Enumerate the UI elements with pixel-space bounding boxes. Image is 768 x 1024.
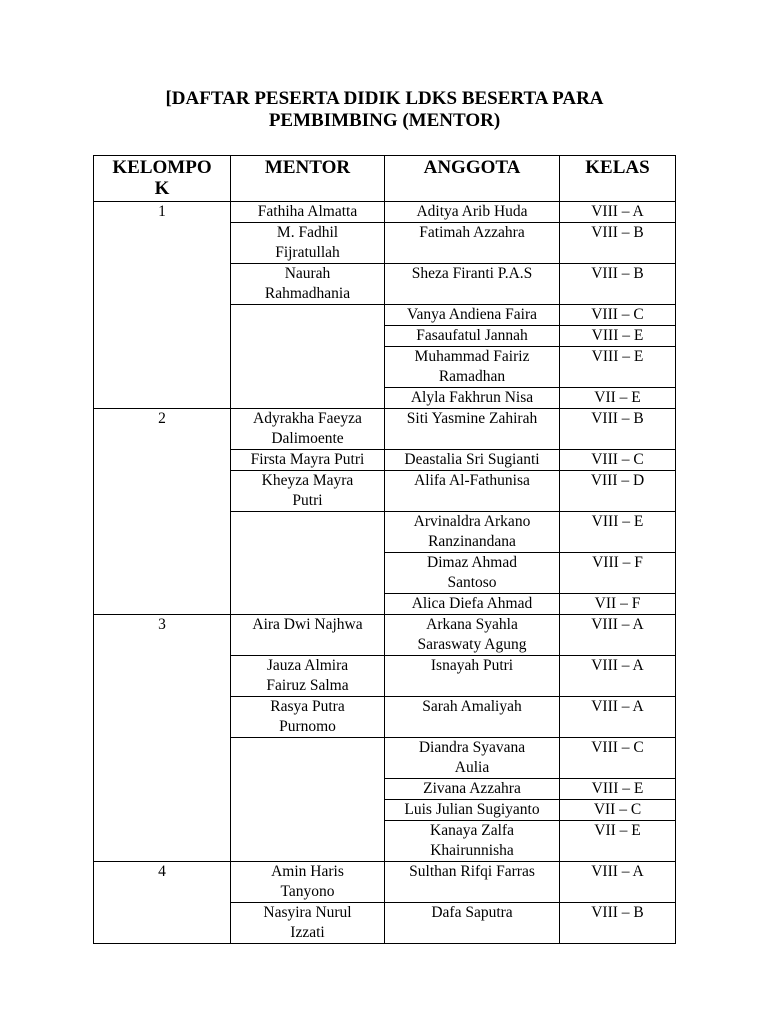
group-number-cell-line: 1 xyxy=(158,203,166,220)
kelas-cell-line: VII – E xyxy=(594,822,641,839)
group-number-cell xyxy=(94,202,231,409)
mentor-empty-cell xyxy=(231,512,385,615)
mentor-cell-line: Rasya Putra xyxy=(270,698,345,715)
kelas-cell xyxy=(560,471,676,512)
member-cell xyxy=(385,326,560,347)
member-cell xyxy=(385,553,560,594)
kelas-cell xyxy=(560,903,676,944)
mentor-cell xyxy=(231,202,385,223)
member-cell xyxy=(385,450,560,471)
kelas-cell-line: VIII – E xyxy=(591,327,644,344)
member-cell-line: Sheza Firanti P.A.S xyxy=(411,265,533,282)
kelas-cell xyxy=(560,388,676,409)
kelas-cell-line: VIII – A xyxy=(591,203,644,220)
group-number-cell xyxy=(94,862,231,944)
kelas-cell-line: VIII – A xyxy=(591,657,644,674)
header-anggota: ANGGOTA xyxy=(385,156,560,202)
kelas-cell-line: VIII – B xyxy=(591,265,644,282)
member-cell xyxy=(385,223,560,264)
member-cell-line: Ranzinandana xyxy=(428,533,516,550)
kelas-cell xyxy=(560,512,676,553)
kelas-cell xyxy=(560,326,676,347)
header-kelas: KELAS xyxy=(560,156,676,202)
mentor-cell xyxy=(231,903,385,944)
member-cell xyxy=(385,347,560,388)
member-cell xyxy=(385,305,560,326)
mentor-cell xyxy=(231,409,385,450)
member-cell xyxy=(385,512,560,553)
header-kelompok-line-2: K xyxy=(154,178,170,199)
member-cell xyxy=(385,656,560,697)
title-line-1: [DAFTAR PESERTA DIDIK LDKS BESERTA PARA xyxy=(165,88,604,109)
mentor-cell xyxy=(231,471,385,512)
mentor-cell xyxy=(231,615,385,656)
kelas-cell-line: VIII – E xyxy=(591,348,644,365)
mentor-cell-line: Fathiha Almatta xyxy=(257,203,358,220)
kelas-cell xyxy=(560,656,676,697)
group-number-cell-line: 2 xyxy=(158,410,166,427)
member-cell xyxy=(385,862,560,903)
member-cell xyxy=(385,800,560,821)
table-row xyxy=(94,615,676,656)
kelas-cell xyxy=(560,264,676,305)
table-row xyxy=(94,409,676,450)
member-cell-line: Deastalia Sri Sugianti xyxy=(404,451,540,468)
kelas-cell-line: VIII – C xyxy=(591,306,644,323)
member-cell xyxy=(385,738,560,779)
mentor-cell xyxy=(231,264,385,305)
member-cell-line: Khairunnisha xyxy=(430,842,514,859)
mentor-cell-line: Purnomo xyxy=(279,718,336,735)
member-cell-line: Saraswaty Agung xyxy=(417,636,527,653)
member-cell xyxy=(385,615,560,656)
kelas-cell-line: VII – C xyxy=(593,801,642,818)
kelas-cell-line: VIII – C xyxy=(591,739,644,756)
member-cell-line: Luis Julian Sugiyanto xyxy=(404,801,540,818)
member-cell-line: Aulia xyxy=(454,759,490,776)
mentor-cell xyxy=(231,656,385,697)
mentor-cell xyxy=(231,862,385,903)
member-cell-line: Sulthan Rifqi Farras xyxy=(409,863,535,880)
header-row xyxy=(94,156,676,202)
member-cell-line: Isnayah Putri xyxy=(430,657,514,674)
mentor-cell-line: Rahmadhania xyxy=(264,285,351,302)
member-cell-line: Ramadhan xyxy=(438,368,506,385)
kelas-cell-line: VIII – D xyxy=(590,472,645,489)
mentor-cell-line: Nasyira Nurul xyxy=(263,904,352,921)
member-cell-line: Arvinaldra Arkano xyxy=(413,513,531,530)
mentor-cell-line: Kheyza Mayra xyxy=(261,472,354,489)
mentor-cell-line: Fijratullah xyxy=(275,244,340,261)
kelas-cell xyxy=(560,202,676,223)
member-cell xyxy=(385,264,560,305)
member-cell-line: Sarah Amaliyah xyxy=(422,698,522,715)
mentor-cell-line: M. Fadhil xyxy=(276,224,339,241)
member-cell xyxy=(385,202,560,223)
table-row xyxy=(94,862,676,903)
kelas-cell-line: VII – E xyxy=(594,389,641,406)
mentor-cell-line: Tanyono xyxy=(280,883,335,900)
member-cell-line: Muhammad Fairiz xyxy=(414,348,530,365)
mentor-cell-line: Fairuz Salma xyxy=(266,677,349,694)
member-cell-line: Aditya Arib Huda xyxy=(416,203,528,220)
member-cell-line: Alica Diefa Ahmad xyxy=(411,595,533,612)
kelas-cell xyxy=(560,779,676,800)
page-title xyxy=(94,88,675,132)
member-cell-line: Vanya Andiena Faira xyxy=(407,306,537,323)
kelas-cell-line: VII – F xyxy=(594,595,641,612)
group-number-cell-line: 4 xyxy=(158,863,166,880)
mentor-cell-line: Adyrakha Faeyza xyxy=(253,410,362,427)
header-kelompok xyxy=(94,156,231,202)
member-cell xyxy=(385,779,560,800)
kelas-cell xyxy=(560,738,676,779)
kelas-cell xyxy=(560,450,676,471)
member-cell-line: Dafa Saputra xyxy=(431,904,513,921)
kelas-cell xyxy=(560,594,676,615)
mentor-cell xyxy=(231,223,385,264)
kelas-cell xyxy=(560,409,676,450)
member-cell-line: Arkana Syahla xyxy=(426,616,518,633)
mentor-empty-cell xyxy=(231,738,385,862)
mentor-cell-line: Naurah xyxy=(284,265,331,282)
member-cell-line: Dimaz Ahmad xyxy=(427,554,517,571)
mentor-cell-line: Putri xyxy=(292,492,323,509)
member-cell xyxy=(385,409,560,450)
title-line-2: PEMBIMBING (MENTOR) xyxy=(268,110,501,131)
mentor-cell-line: Aira Dwi Najhwa xyxy=(252,616,363,633)
mentor-cell-line: Firsta Mayra Putri xyxy=(250,451,365,468)
mentor-empty-cell xyxy=(231,305,385,409)
mentor-cell-line: Dalimoente xyxy=(271,430,344,447)
kelas-cell xyxy=(560,697,676,738)
member-cell-line: Alifa Al-Fathunisa xyxy=(414,472,530,489)
kelas-cell-line: VIII – E xyxy=(591,780,644,797)
header-kelompok-line-1: KELOMPO xyxy=(112,157,212,178)
mentor-cell-line: Amin Haris xyxy=(271,863,344,880)
member-cell-line: Zivana Azzahra xyxy=(423,780,521,797)
member-cell xyxy=(385,594,560,615)
member-cell xyxy=(385,388,560,409)
kelas-cell xyxy=(560,800,676,821)
member-cell-line: Santoso xyxy=(447,574,497,591)
kelas-cell xyxy=(560,347,676,388)
kelas-cell-line: VIII – A xyxy=(591,698,644,715)
group-number-cell-line: 3 xyxy=(158,616,166,633)
member-cell xyxy=(385,903,560,944)
kelas-cell-line: VIII – B xyxy=(591,410,644,427)
kelas-cell-line: VIII – F xyxy=(592,554,643,571)
member-cell xyxy=(385,821,560,862)
kelas-cell-line: VIII – C xyxy=(591,451,644,468)
kelas-cell xyxy=(560,223,676,264)
member-cell-line: Diandra Syavana xyxy=(418,739,526,756)
kelas-cell xyxy=(560,305,676,326)
group-number-cell xyxy=(94,409,231,615)
kelas-cell xyxy=(560,862,676,903)
kelas-cell-line: VIII – B xyxy=(591,904,644,921)
member-cell-line: Siti Yasmine Zahirah xyxy=(406,410,538,427)
header-mentor: MENTOR xyxy=(231,156,385,202)
mentor-cell xyxy=(231,697,385,738)
mentor-cell xyxy=(231,450,385,471)
roster-body xyxy=(94,202,676,944)
member-cell-line: Alyla Fakhrun Nisa xyxy=(410,389,534,406)
member-cell-line: Fasaufatul Jannah xyxy=(416,327,528,344)
kelas-cell xyxy=(560,553,676,594)
kelas-cell xyxy=(560,615,676,656)
member-cell xyxy=(385,471,560,512)
kelas-cell-line: VIII – A xyxy=(591,616,644,633)
mentor-cell-line: Jauza Almira xyxy=(266,657,349,674)
kelas-cell-line: VIII – E xyxy=(591,513,644,530)
kelas-cell-line: VIII – A xyxy=(591,863,644,880)
member-cell-line: Kanaya Zalfa xyxy=(430,822,514,839)
roster-table xyxy=(93,155,676,944)
member-cell-line: Fatimah Azzahra xyxy=(419,224,525,241)
member-cell xyxy=(385,697,560,738)
kelas-cell xyxy=(560,821,676,862)
mentor-cell-line: Izzati xyxy=(290,924,325,941)
table-row xyxy=(94,202,676,223)
kelas-cell-line: VIII – B xyxy=(591,224,644,241)
group-number-cell xyxy=(94,615,231,862)
